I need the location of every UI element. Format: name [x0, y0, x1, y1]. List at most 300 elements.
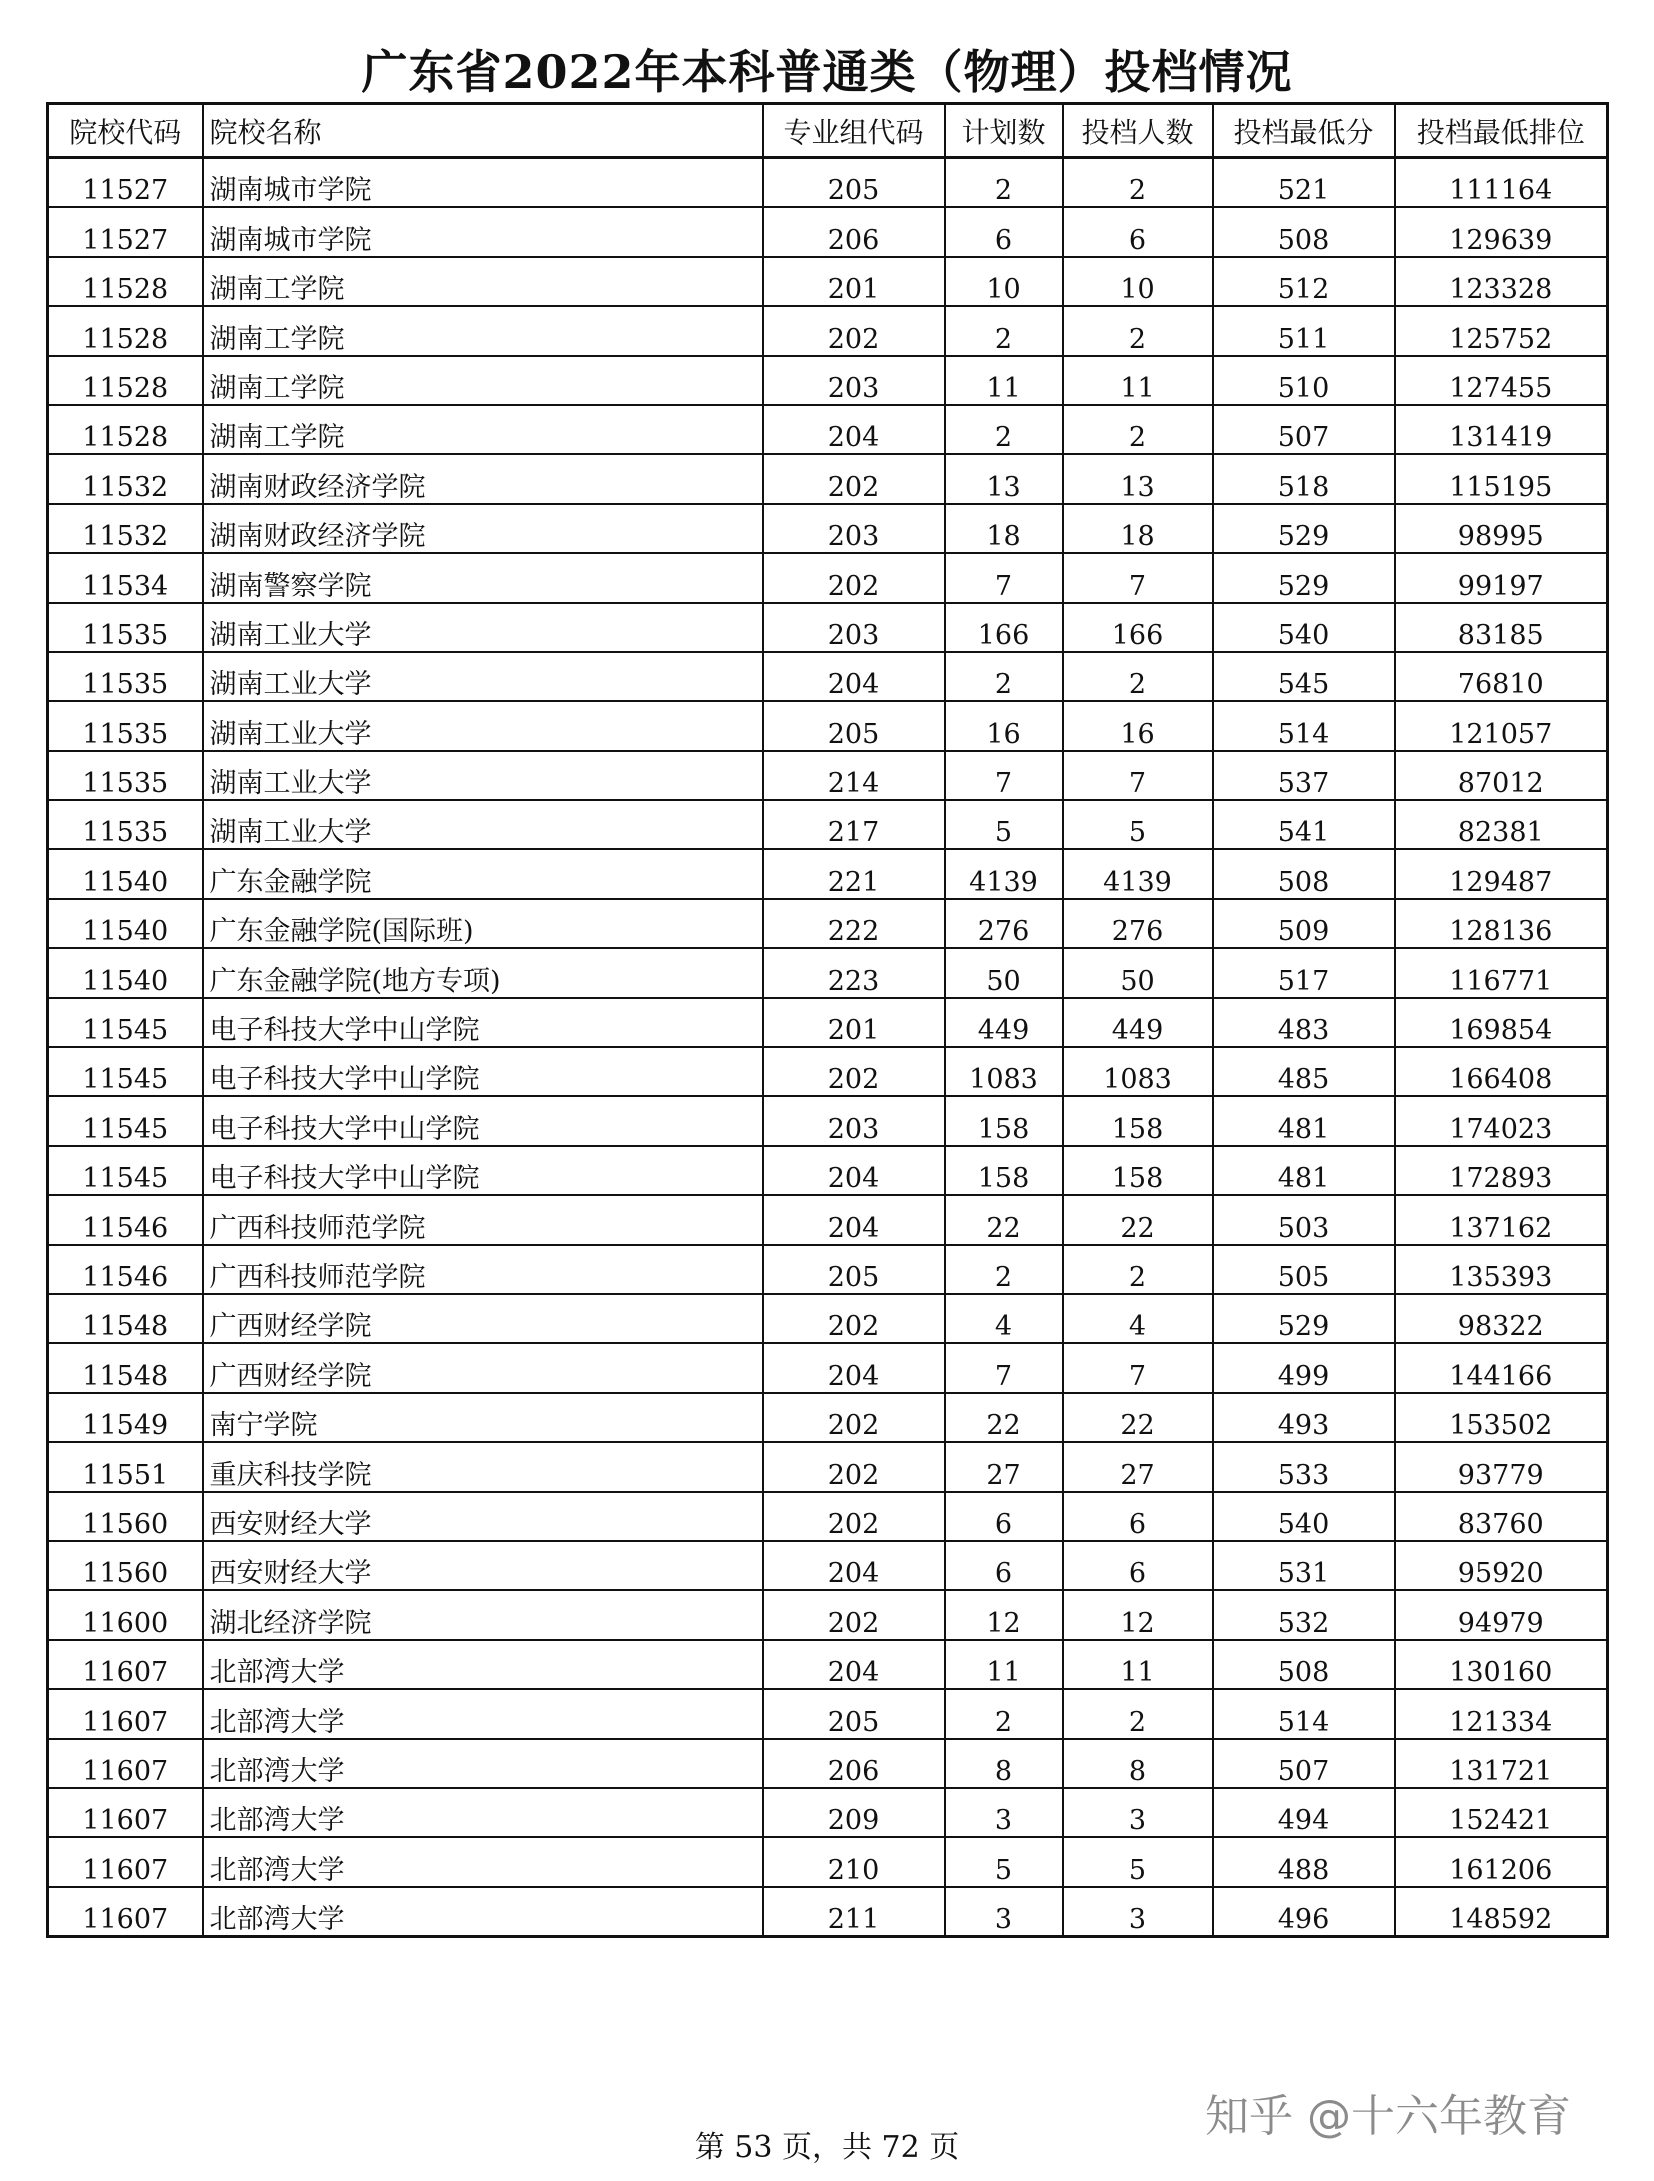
cell-group-code: 223 — [763, 948, 945, 997]
cell-school-code: 11535 — [48, 652, 203, 701]
header-admitted-count: 投档人数 — [1063, 104, 1213, 158]
cell-group-code: 204 — [763, 405, 945, 454]
table-row — [48, 1146, 1608, 1195]
table-row — [48, 652, 1608, 701]
cell-min-rank: 121334 — [1395, 1689, 1608, 1738]
cell-group-code: 204 — [763, 1640, 945, 1689]
cell-plan-count: 2 — [945, 306, 1063, 355]
cell-min-rank: 127455 — [1395, 356, 1608, 405]
cell-school-code: 11607 — [48, 1837, 203, 1886]
cell-min-rank: 131721 — [1395, 1739, 1608, 1788]
cell-min-rank: 129639 — [1395, 207, 1608, 256]
cell-min-rank: 116771 — [1395, 948, 1608, 997]
cell-min-rank: 130160 — [1395, 1640, 1608, 1689]
cell-admitted-count: 22 — [1063, 1195, 1213, 1244]
cell-min-score: 481 — [1213, 1096, 1395, 1145]
cell-admitted-count: 5 — [1063, 800, 1213, 849]
table-row — [48, 1590, 1608, 1639]
cell-plan-count: 2 — [945, 405, 1063, 454]
cell-group-code: 211 — [763, 1887, 945, 1937]
cell-min-rank: 121057 — [1395, 701, 1608, 750]
cell-min-rank: 99197 — [1395, 553, 1608, 602]
cell-plan-count: 2 — [945, 1689, 1063, 1738]
cell-admitted-count: 3 — [1063, 1887, 1213, 1937]
cell-admitted-count: 2 — [1063, 158, 1213, 208]
cell-school-name: 湖南工学院 — [203, 405, 763, 454]
cell-min-score: 503 — [1213, 1195, 1395, 1244]
cell-group-code: 202 — [763, 1590, 945, 1639]
cell-min-rank: 129487 — [1395, 849, 1608, 898]
cell-school-name: 广东金融学院(国际班) — [203, 899, 763, 948]
table-row — [48, 751, 1608, 800]
cell-school-code: 11607 — [48, 1739, 203, 1788]
cell-admitted-count: 10 — [1063, 257, 1213, 306]
cell-plan-count: 2 — [945, 652, 1063, 701]
cell-group-code: 203 — [763, 504, 945, 553]
cell-school-name: 湖南工业大学 — [203, 652, 763, 701]
cell-group-code: 204 — [763, 1343, 945, 1392]
header-min-score: 投档最低分 — [1213, 104, 1395, 158]
cell-school-name: 北部湾大学 — [203, 1640, 763, 1689]
cell-min-score: 529 — [1213, 553, 1395, 602]
cell-admitted-count: 22 — [1063, 1393, 1213, 1442]
table-row — [48, 158, 1608, 208]
cell-school-name: 湖南城市学院 — [203, 207, 763, 256]
cell-admitted-count: 8 — [1063, 1739, 1213, 1788]
cell-plan-count: 3 — [945, 1887, 1063, 1937]
cell-plan-count: 158 — [945, 1146, 1063, 1195]
cell-min-rank: 128136 — [1395, 899, 1608, 948]
cell-admitted-count: 11 — [1063, 356, 1213, 405]
cell-admitted-count: 27 — [1063, 1442, 1213, 1491]
table-row — [48, 1788, 1608, 1837]
cell-group-code: 214 — [763, 751, 945, 800]
cell-group-code: 202 — [763, 553, 945, 602]
watermark: 知乎 @十六年教育 — [1205, 2091, 1571, 2142]
cell-admitted-count: 2 — [1063, 405, 1213, 454]
cell-min-score: 514 — [1213, 1689, 1395, 1738]
table-row — [48, 1739, 1608, 1788]
cell-plan-count: 11 — [945, 356, 1063, 405]
cell-school-name: 广西财经学院 — [203, 1343, 763, 1392]
cell-group-code: 201 — [763, 998, 945, 1047]
cell-min-rank: 148592 — [1395, 1887, 1608, 1937]
table-row — [48, 1640, 1608, 1689]
cell-school-code: 11548 — [48, 1294, 203, 1343]
table-row — [48, 1195, 1608, 1244]
cell-min-score: 529 — [1213, 504, 1395, 553]
cell-min-score: 518 — [1213, 454, 1395, 503]
cell-min-rank: 83185 — [1395, 603, 1608, 652]
cell-school-name: 电子科技大学中山学院 — [203, 1146, 763, 1195]
cell-school-code: 11532 — [48, 504, 203, 553]
cell-group-code: 206 — [763, 1739, 945, 1788]
cell-school-code: 11528 — [48, 405, 203, 454]
cell-admitted-count: 18 — [1063, 504, 1213, 553]
table-row — [48, 800, 1608, 849]
cell-school-code: 11528 — [48, 356, 203, 405]
cell-plan-count: 276 — [945, 899, 1063, 948]
cell-min-rank: 161206 — [1395, 1837, 1608, 1886]
cell-plan-count: 22 — [945, 1393, 1063, 1442]
cell-school-name: 湖南工学院 — [203, 356, 763, 405]
cell-school-name: 湖南财政经济学院 — [203, 454, 763, 503]
cell-plan-count: 10 — [945, 257, 1063, 306]
cell-min-rank: 174023 — [1395, 1096, 1608, 1145]
cell-admitted-count: 7 — [1063, 751, 1213, 800]
cell-min-score: 483 — [1213, 998, 1395, 1047]
table-row — [48, 1096, 1608, 1145]
cell-min-rank: 98995 — [1395, 504, 1608, 553]
cell-school-code: 11545 — [48, 1096, 203, 1145]
cell-school-code: 11528 — [48, 257, 203, 306]
cell-school-name: 西安财经大学 — [203, 1541, 763, 1590]
cell-plan-count: 18 — [945, 504, 1063, 553]
cell-group-code: 201 — [763, 257, 945, 306]
cell-admitted-count: 2 — [1063, 1689, 1213, 1738]
cell-school-name: 西安财经大学 — [203, 1492, 763, 1541]
cell-min-score: 507 — [1213, 405, 1395, 454]
cell-min-score: 494 — [1213, 1788, 1395, 1837]
table-row — [48, 1393, 1608, 1442]
table-row — [48, 899, 1608, 948]
table-header-row — [48, 104, 1608, 158]
cell-min-score: 496 — [1213, 1887, 1395, 1937]
cell-admitted-count: 5 — [1063, 1837, 1213, 1886]
cell-school-code: 11528 — [48, 306, 203, 355]
cell-min-rank: 123328 — [1395, 257, 1608, 306]
cell-group-code: 222 — [763, 899, 945, 948]
cell-group-code: 202 — [763, 1294, 945, 1343]
cell-min-score: 531 — [1213, 1541, 1395, 1590]
table-row — [48, 849, 1608, 898]
cell-school-name: 湖南工学院 — [203, 257, 763, 306]
cell-group-code: 205 — [763, 1245, 945, 1294]
cell-school-code: 11607 — [48, 1788, 203, 1837]
cell-school-name: 重庆科技学院 — [203, 1442, 763, 1491]
cell-admitted-count: 2 — [1063, 1245, 1213, 1294]
cell-group-code: 206 — [763, 207, 945, 256]
cell-min-rank: 135393 — [1395, 1245, 1608, 1294]
cell-school-name: 电子科技大学中山学院 — [203, 1096, 763, 1145]
cell-plan-count: 1083 — [945, 1047, 1063, 1096]
cell-school-code: 11535 — [48, 751, 203, 800]
cell-admitted-count: 166 — [1063, 603, 1213, 652]
cell-admitted-count: 449 — [1063, 998, 1213, 1047]
cell-admitted-count: 3 — [1063, 1788, 1213, 1837]
cell-group-code: 204 — [763, 1541, 945, 1590]
table-row — [48, 1837, 1608, 1886]
cell-admitted-count: 4139 — [1063, 849, 1213, 898]
cell-min-score: 508 — [1213, 849, 1395, 898]
cell-min-rank: 87012 — [1395, 751, 1608, 800]
cell-group-code: 203 — [763, 1096, 945, 1145]
table-row — [48, 454, 1608, 503]
cell-group-code: 204 — [763, 652, 945, 701]
cell-min-rank: 115195 — [1395, 454, 1608, 503]
cell-group-code: 209 — [763, 1788, 945, 1837]
table-row — [48, 405, 1608, 454]
cell-school-code: 11540 — [48, 948, 203, 997]
cell-plan-count: 6 — [945, 207, 1063, 256]
cell-group-code: 204 — [763, 1146, 945, 1195]
cell-plan-count: 8 — [945, 1739, 1063, 1788]
cell-min-score: 509 — [1213, 899, 1395, 948]
cell-plan-count: 27 — [945, 1442, 1063, 1491]
cell-plan-count: 449 — [945, 998, 1063, 1047]
cell-school-code: 11549 — [48, 1393, 203, 1442]
cell-school-name: 广东金融学院(地方专项) — [203, 948, 763, 997]
cell-school-code: 11545 — [48, 1146, 203, 1195]
header-group-code: 专业组代码 — [763, 104, 945, 158]
cell-group-code: 205 — [763, 701, 945, 750]
cell-min-score: 517 — [1213, 948, 1395, 997]
cell-admitted-count: 12 — [1063, 1590, 1213, 1639]
cell-school-code: 11545 — [48, 998, 203, 1047]
cell-plan-count: 2 — [945, 1245, 1063, 1294]
cell-group-code: 221 — [763, 849, 945, 898]
header-min-rank: 投档最低排位 — [1395, 104, 1608, 158]
cell-group-code: 202 — [763, 1393, 945, 1442]
cell-plan-count: 158 — [945, 1096, 1063, 1145]
cell-min-score: 533 — [1213, 1442, 1395, 1491]
cell-min-rank: 152421 — [1395, 1788, 1608, 1837]
cell-school-name: 湖南工业大学 — [203, 603, 763, 652]
table-row — [48, 1541, 1608, 1590]
cell-plan-count: 3 — [945, 1788, 1063, 1837]
cell-min-score: 511 — [1213, 306, 1395, 355]
cell-min-rank: 153502 — [1395, 1393, 1608, 1442]
cell-min-rank: 95920 — [1395, 1541, 1608, 1590]
cell-plan-count: 7 — [945, 751, 1063, 800]
page-footer: 第 53 页，共 72 页 — [694, 2130, 960, 2165]
cell-min-rank: 94979 — [1395, 1590, 1608, 1639]
cell-min-rank: 125752 — [1395, 306, 1608, 355]
cell-min-score: 510 — [1213, 356, 1395, 405]
cell-school-code: 11527 — [48, 158, 203, 208]
cell-min-rank: 144166 — [1395, 1343, 1608, 1392]
cell-admitted-count: 6 — [1063, 207, 1213, 256]
cell-group-code: 202 — [763, 1492, 945, 1541]
cell-school-code: 11534 — [48, 553, 203, 602]
cell-school-code: 11545 — [48, 1047, 203, 1096]
cell-min-score: 481 — [1213, 1146, 1395, 1195]
cell-school-code: 11546 — [48, 1195, 203, 1244]
cell-min-score: 521 — [1213, 158, 1395, 208]
cell-school-name: 北部湾大学 — [203, 1689, 763, 1738]
table-row — [48, 1492, 1608, 1541]
cell-group-code: 203 — [763, 603, 945, 652]
cell-group-code: 202 — [763, 1047, 945, 1096]
document-title: 广东省2022年本科普通类（物理）投档情况 — [361, 45, 1293, 99]
cell-school-name: 北部湾大学 — [203, 1739, 763, 1788]
cell-school-name: 北部湾大学 — [203, 1788, 763, 1837]
cell-group-code: 210 — [763, 1837, 945, 1886]
cell-school-code: 11560 — [48, 1541, 203, 1590]
cell-admitted-count: 6 — [1063, 1541, 1213, 1590]
cell-admitted-count: 11 — [1063, 1640, 1213, 1689]
cell-school-name: 广西科技师范学院 — [203, 1245, 763, 1294]
table-row — [48, 257, 1608, 306]
cell-min-score: 541 — [1213, 800, 1395, 849]
cell-group-code: 202 — [763, 306, 945, 355]
cell-school-name: 电子科技大学中山学院 — [203, 998, 763, 1047]
cell-school-name: 北部湾大学 — [203, 1837, 763, 1886]
cell-min-rank: 137162 — [1395, 1195, 1608, 1244]
cell-school-name: 湖南工业大学 — [203, 751, 763, 800]
cell-admitted-count: 1083 — [1063, 1047, 1213, 1096]
cell-plan-count: 7 — [945, 553, 1063, 602]
cell-school-name: 北部湾大学 — [203, 1887, 763, 1937]
cell-admitted-count: 158 — [1063, 1146, 1213, 1195]
cell-plan-count: 12 — [945, 1590, 1063, 1639]
cell-min-score: 488 — [1213, 1837, 1395, 1886]
cell-school-code: 11600 — [48, 1590, 203, 1639]
cell-school-name: 南宁学院 — [203, 1393, 763, 1442]
cell-min-score: 532 — [1213, 1590, 1395, 1639]
cell-school-name: 广西财经学院 — [203, 1294, 763, 1343]
cell-plan-count: 16 — [945, 701, 1063, 750]
table-row — [48, 948, 1608, 997]
cell-min-score: 545 — [1213, 652, 1395, 701]
cell-min-score: 537 — [1213, 751, 1395, 800]
cell-plan-count: 5 — [945, 1837, 1063, 1886]
admission-table — [46, 102, 1609, 1938]
header-school-name: 院校名称 — [203, 104, 763, 158]
cell-school-name: 湖北经济学院 — [203, 1590, 763, 1639]
cell-admitted-count: 7 — [1063, 553, 1213, 602]
cell-plan-count: 11 — [945, 1640, 1063, 1689]
cell-min-score: 485 — [1213, 1047, 1395, 1096]
table-row — [48, 998, 1608, 1047]
cell-plan-count: 5 — [945, 800, 1063, 849]
cell-school-code: 11548 — [48, 1343, 203, 1392]
cell-school-code: 11551 — [48, 1442, 203, 1491]
table-row — [48, 553, 1608, 602]
cell-admitted-count: 2 — [1063, 306, 1213, 355]
cell-school-name: 广东金融学院 — [203, 849, 763, 898]
table-row — [48, 207, 1608, 256]
cell-admitted-count: 6 — [1063, 1492, 1213, 1541]
cell-group-code: 205 — [763, 1689, 945, 1738]
cell-school-code: 11535 — [48, 701, 203, 750]
cell-min-rank: 169854 — [1395, 998, 1608, 1047]
cell-min-score: 512 — [1213, 257, 1395, 306]
cell-school-name: 湖南工业大学 — [203, 800, 763, 849]
cell-plan-count: 6 — [945, 1541, 1063, 1590]
cell-plan-count: 22 — [945, 1195, 1063, 1244]
cell-min-score: 499 — [1213, 1343, 1395, 1392]
cell-group-code: 203 — [763, 356, 945, 405]
cell-plan-count: 50 — [945, 948, 1063, 997]
cell-min-rank: 98322 — [1395, 1294, 1608, 1343]
header-plan-count: 计划数 — [945, 104, 1063, 158]
cell-min-rank: 82381 — [1395, 800, 1608, 849]
cell-min-score: 514 — [1213, 701, 1395, 750]
cell-school-name: 湖南警察学院 — [203, 553, 763, 602]
table-body — [48, 158, 1608, 1937]
table-row — [48, 1294, 1608, 1343]
table-row — [48, 306, 1608, 355]
cell-min-score: 508 — [1213, 1640, 1395, 1689]
cell-min-score: 540 — [1213, 603, 1395, 652]
cell-school-name: 湖南财政经济学院 — [203, 504, 763, 553]
cell-admitted-count: 16 — [1063, 701, 1213, 750]
cell-group-code: 202 — [763, 1442, 945, 1491]
cell-school-name: 湖南城市学院 — [203, 158, 763, 208]
table-row — [48, 1887, 1608, 1937]
cell-min-score: 505 — [1213, 1245, 1395, 1294]
cell-min-score: 493 — [1213, 1393, 1395, 1442]
cell-admitted-count: 50 — [1063, 948, 1213, 997]
cell-school-name: 电子科技大学中山学院 — [203, 1047, 763, 1096]
cell-school-code: 11535 — [48, 800, 203, 849]
cell-plan-count: 2 — [945, 158, 1063, 208]
table-row — [48, 1442, 1608, 1491]
table-row — [48, 356, 1608, 405]
table-row — [48, 1343, 1608, 1392]
table-row — [48, 701, 1608, 750]
cell-school-code: 11607 — [48, 1689, 203, 1738]
cell-plan-count: 7 — [945, 1343, 1063, 1392]
table-row — [48, 603, 1608, 652]
cell-min-rank: 93779 — [1395, 1442, 1608, 1491]
cell-admitted-count: 276 — [1063, 899, 1213, 948]
cell-group-code: 202 — [763, 454, 945, 503]
cell-admitted-count: 7 — [1063, 1343, 1213, 1392]
cell-school-code: 11535 — [48, 603, 203, 652]
cell-plan-count: 13 — [945, 454, 1063, 503]
cell-min-rank: 76810 — [1395, 652, 1608, 701]
cell-school-code: 11560 — [48, 1492, 203, 1541]
cell-school-name: 广西科技师范学院 — [203, 1195, 763, 1244]
cell-school-code: 11546 — [48, 1245, 203, 1294]
cell-min-rank: 131419 — [1395, 405, 1608, 454]
cell-school-code: 11540 — [48, 899, 203, 948]
cell-school-code: 11540 — [48, 849, 203, 898]
cell-plan-count: 166 — [945, 603, 1063, 652]
cell-admitted-count: 13 — [1063, 454, 1213, 503]
table-row — [48, 1047, 1608, 1096]
cell-school-code: 11607 — [48, 1640, 203, 1689]
cell-group-code: 217 — [763, 800, 945, 849]
table-row — [48, 1245, 1608, 1294]
cell-admitted-count: 4 — [1063, 1294, 1213, 1343]
cell-plan-count: 4139 — [945, 849, 1063, 898]
cell-school-code: 11527 — [48, 207, 203, 256]
cell-school-name: 湖南工业大学 — [203, 701, 763, 750]
cell-plan-count: 4 — [945, 1294, 1063, 1343]
cell-min-rank: 172893 — [1395, 1146, 1608, 1195]
cell-min-rank: 111164 — [1395, 158, 1608, 208]
cell-min-score: 507 — [1213, 1739, 1395, 1788]
cell-admitted-count: 158 — [1063, 1096, 1213, 1145]
cell-admitted-count: 2 — [1063, 652, 1213, 701]
cell-min-score: 540 — [1213, 1492, 1395, 1541]
cell-group-code: 204 — [763, 1195, 945, 1244]
table-row — [48, 1689, 1608, 1738]
table-row — [48, 504, 1608, 553]
cell-school-code: 11532 — [48, 454, 203, 503]
cell-min-rank: 83760 — [1395, 1492, 1608, 1541]
cell-school-name: 湖南工学院 — [203, 306, 763, 355]
cell-plan-count: 6 — [945, 1492, 1063, 1541]
cell-min-rank: 166408 — [1395, 1047, 1608, 1096]
header-school-code: 院校代码 — [48, 104, 203, 158]
cell-group-code: 205 — [763, 158, 945, 208]
cell-school-code: 11607 — [48, 1887, 203, 1937]
cell-min-score: 508 — [1213, 207, 1395, 256]
